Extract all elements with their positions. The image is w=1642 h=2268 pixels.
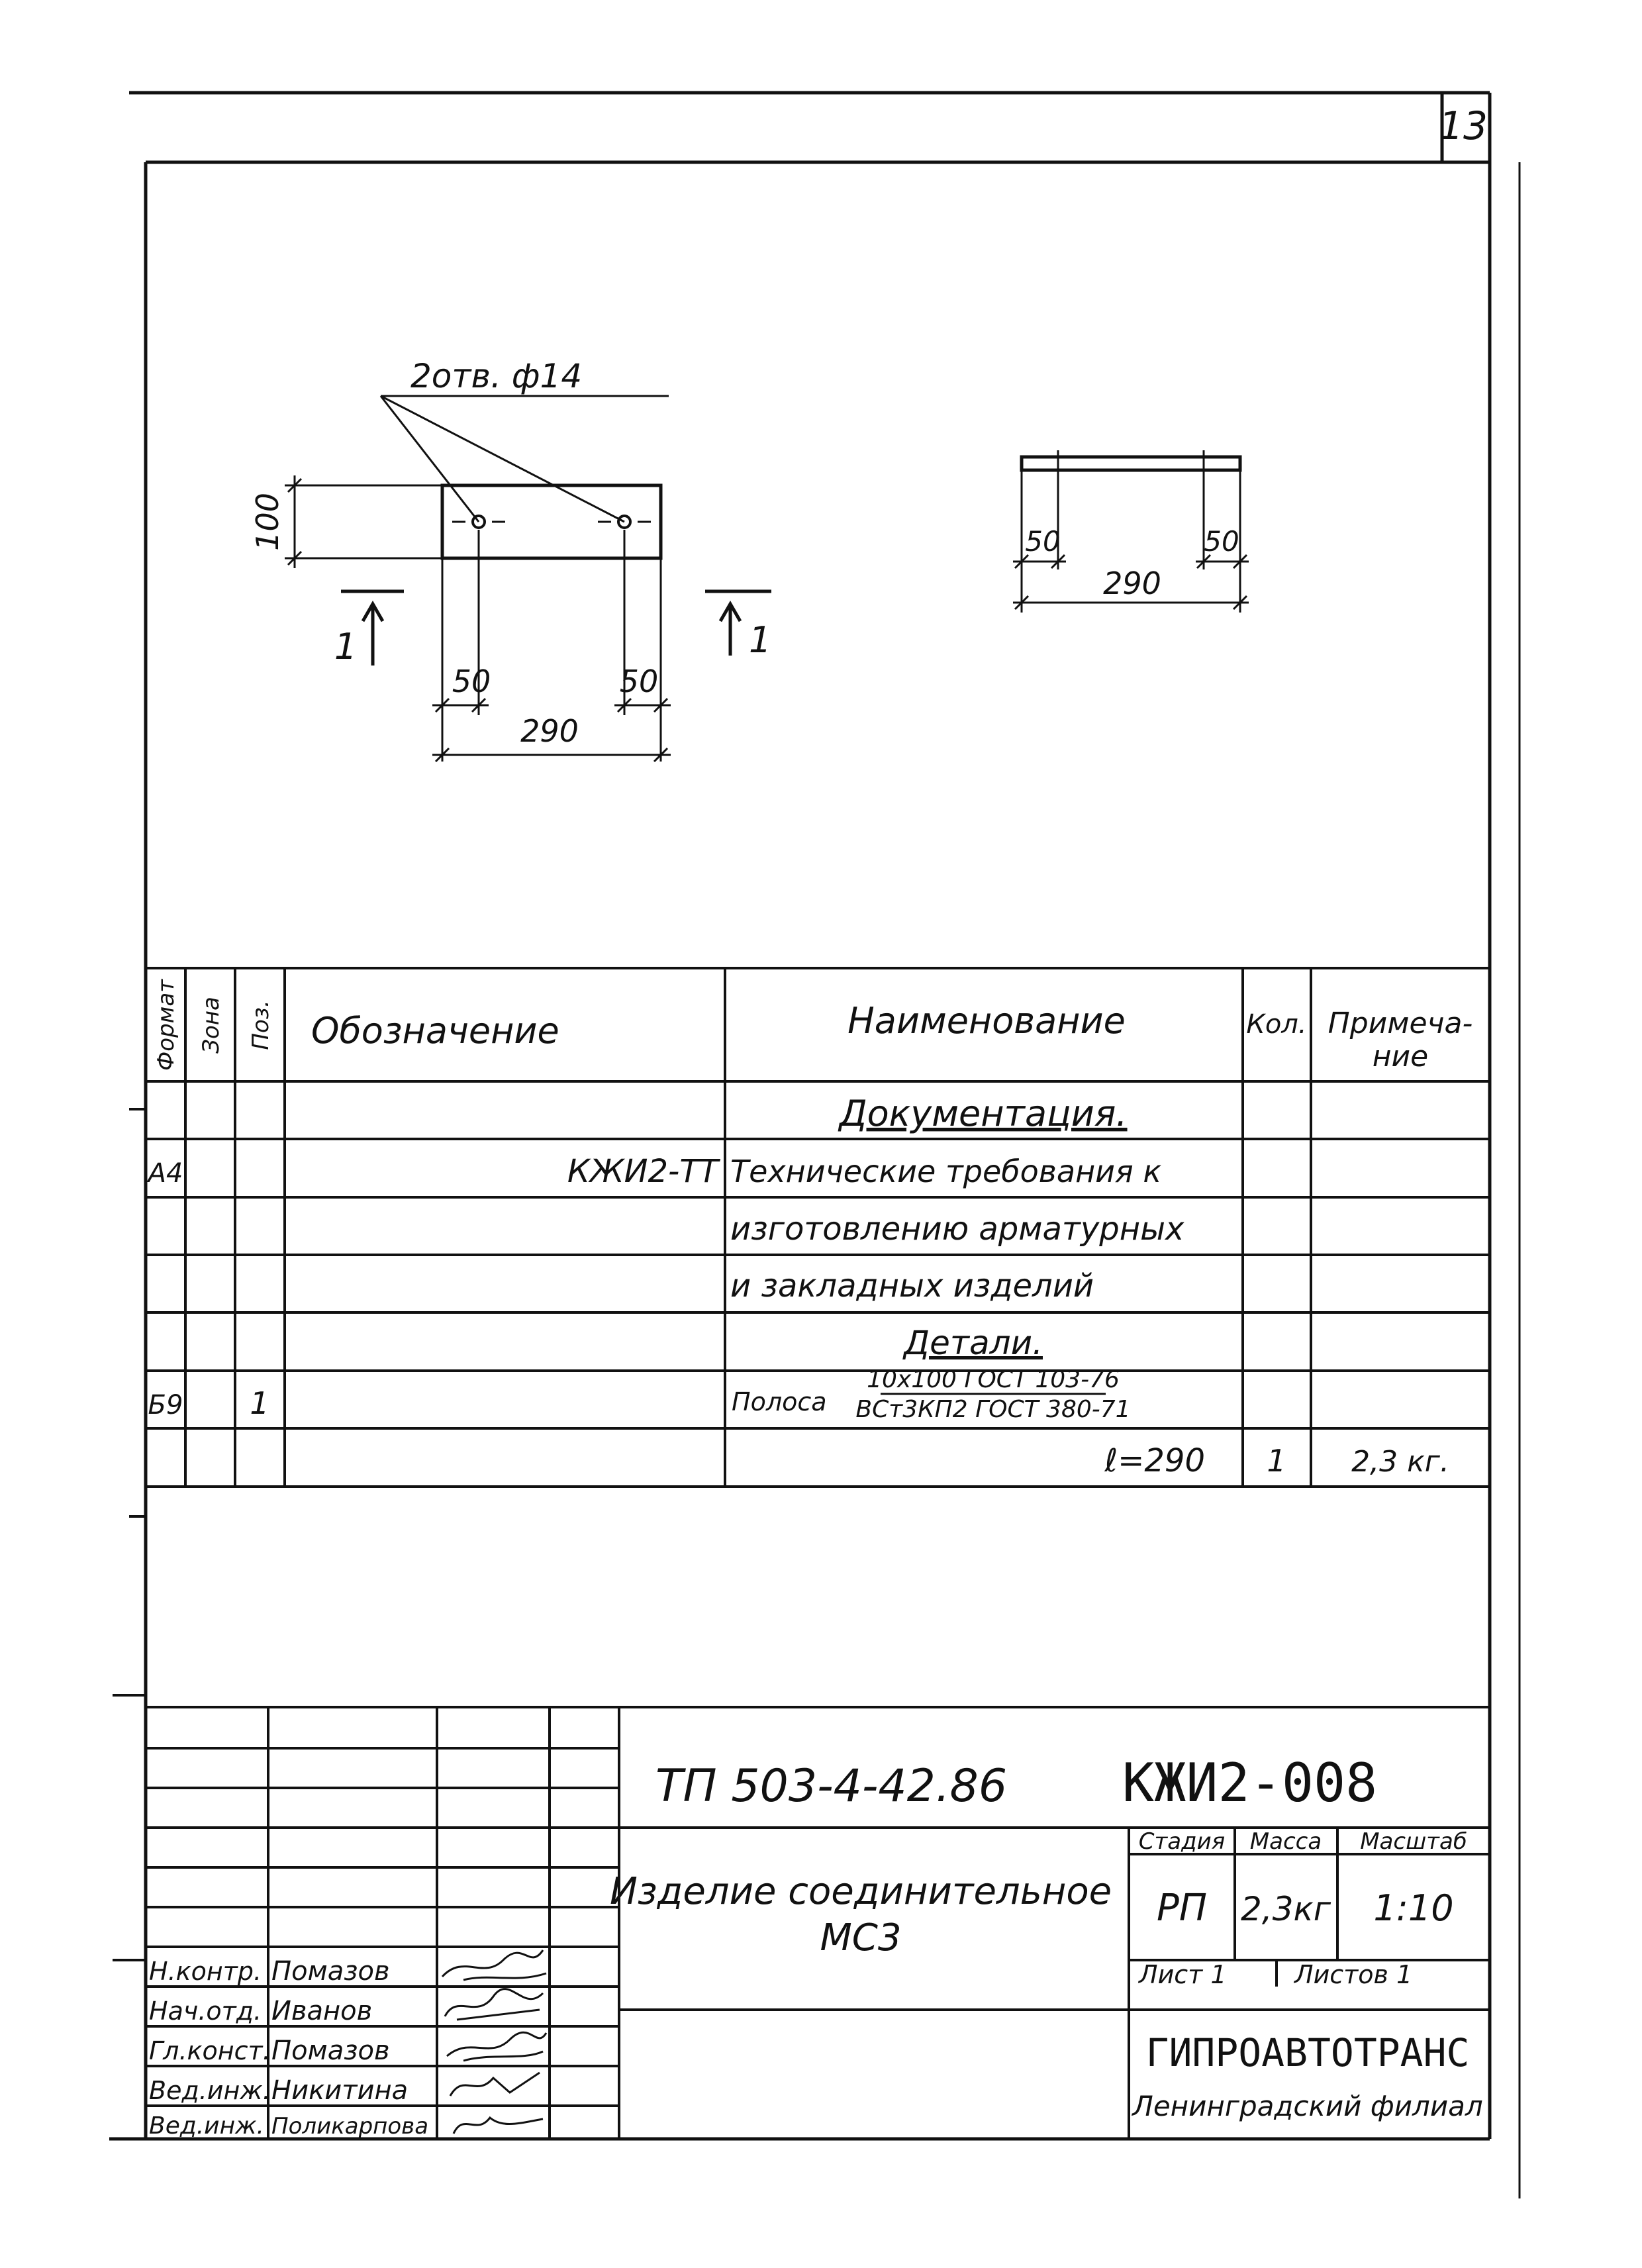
sig-name-4: Никитина [271,2075,409,2106]
header-pos: Поз. [248,1000,274,1050]
scale-value: 1:10 [1373,1887,1454,1929]
side-view [1013,450,1249,613]
stage-value: РП [1157,1887,1207,1930]
doc-row-designation: КЖИ2-ТТ [567,1153,718,1190]
plan-right-offset-dim: 50 [619,664,659,699]
part-row-length: ℓ=290 [1104,1442,1205,1479]
side-length-dim: 290 [1103,566,1161,601]
stage-label: Стадия [1138,1828,1226,1855]
section-label-left: 1 [334,626,358,667]
header-format: Формат [153,979,179,1071]
part-row-fraction-bottom: ВСт3КП2 ГОСТ 380-71 [855,1396,1131,1423]
height-dim-label: 100 [250,493,285,551]
project-code: ТП 503-4-42.86 [655,1760,1008,1812]
part-row-name: Полоса [732,1387,827,1416]
sig-name-5: Поликарпова [271,2113,429,2140]
item-name-line2: МС3 [820,1916,902,1959]
sig-role-1: Н.контр. [149,1957,262,1986]
doc-code: КЖИ2-008 [1122,1752,1378,1814]
hole-callout: 2отв. ф14 [410,357,583,395]
header-qty: Кол. [1246,1009,1307,1040]
side-right-offset-dim: 50 [1204,525,1239,558]
page-number: 13 [1439,103,1488,148]
sig-name-2: Иванов [271,1996,373,2026]
doc-row-name-line3: и закладных изделий [730,1267,1094,1305]
hole-callout-leaders [381,396,669,522]
mass-value: 2,3кг [1241,1890,1331,1928]
plan-length-dim: 290 [520,713,579,749]
scale-label: Масштаб [1360,1828,1467,1855]
sheet-label: Лист 1 [1139,1960,1227,1989]
sig-name-1: Помазов [271,1956,390,1987]
sig-role-5: Вед.инж. [149,2112,264,2140]
section-details: Детали. [904,1324,1043,1362]
header-zone: Зона [198,997,224,1054]
section-label-right: 1 [748,619,772,661]
org-name: ГИПРОАВТОТРАНС [1145,2030,1470,2075]
plan-left-offset-dim: 50 [452,664,491,699]
part-row-format: Б9 [148,1390,183,1420]
sig-role-3: Гл.конст. [149,2036,271,2065]
org-branch: Ленинградский филиал [1132,2090,1483,2122]
part-row-pos: 1 [250,1385,269,1421]
sig-role-4: Вед.инж. [149,2076,271,2105]
side-left-offset-dim: 50 [1025,525,1061,558]
item-name-line1: Изделие соединительное [609,1870,1112,1913]
sheets-label: Листов 1 [1294,1960,1413,1989]
part-row-note: 2,3 кг. [1351,1445,1449,1479]
header-designation: Обозначение [311,1010,559,1052]
height-dimension [285,475,442,568]
plan-view [250,357,771,762]
mass-label: Масса [1249,1828,1322,1855]
header-note-line2: ние [1372,1040,1429,1073]
header-note-line1: Примеча- [1328,1007,1473,1040]
doc-row-format: A4 [148,1158,183,1189]
plate-outline [442,485,661,558]
doc-row-name-line1: Технические требования к [730,1154,1162,1189]
strip-section [1022,457,1240,470]
doc-row-name-line2: изготовлению арматурных [730,1210,1184,1248]
part-row-fraction-top: 10х100 ГОСТ 103-76 [867,1366,1120,1393]
header-name: Наименование [847,1000,1126,1042]
sig-name-3: Помазов [271,2036,390,2066]
part-row-qty: 1 [1267,1443,1286,1479]
section-documentation: Документация. [839,1093,1128,1134]
sig-role-2: Нач.отд. [149,1997,262,2026]
